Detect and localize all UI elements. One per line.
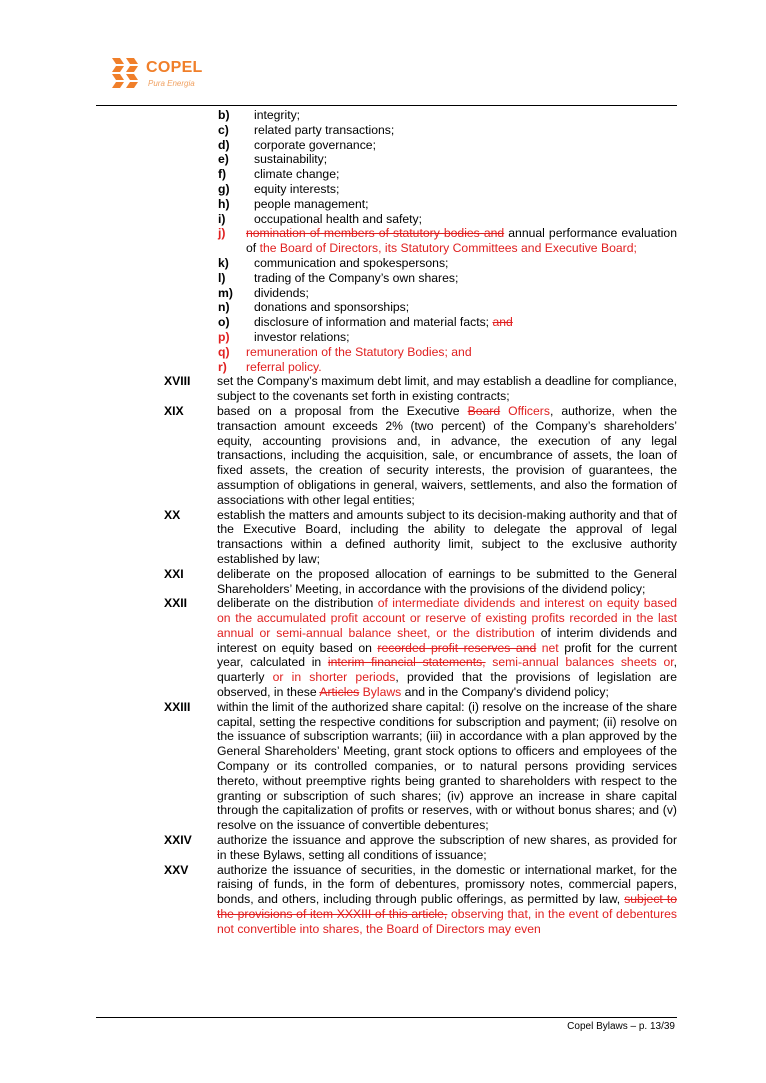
added-text: Officers: [500, 403, 550, 418]
deleted-text: subject to the provisions of item XXXIII of this article,: [217, 892, 677, 922]
list-item: l) trading of the Company’s own shares;: [218, 270, 459, 285]
footer-divider: [96, 1017, 677, 1018]
page-number: Copel Bylaws – p. 13/39: [567, 1021, 675, 1032]
list-item-o: o) disclosure of information and material facts; and: [218, 315, 513, 330]
added-text: of intermediate dividends and interest on equity based on the accumulated profit account or reserve of existing profits recorded in the last annual or semi-annual balance sheet, or the distribution: [217, 596, 677, 640]
deleted-text: recorded profit reserves and: [377, 640, 537, 655]
copel-logo: [110, 52, 220, 96]
deleted-text: nomination of members of statutory bodies and: [246, 226, 505, 241]
header-divider: [96, 105, 677, 106]
clause-xviii: XVIII set the Company’s maximum debt limit, and may establish a deadline for compliance, subject to the covenants set forth in existing contracts;: [164, 374, 677, 404]
list-item-q: q) remuneration of the Statutory Bodies; and: [218, 344, 472, 359]
added-text: net: [536, 640, 559, 655]
added-text: or in shorter periods: [272, 670, 396, 685]
list-item: e) sustainability;: [218, 152, 328, 167]
copel-logo-mark-icon: [110, 56, 140, 90]
list-item: n) donations and sponsorships;: [218, 300, 410, 315]
list-item: g) equity interests;: [218, 181, 340, 196]
deleted-text: and: [492, 315, 513, 330]
logo-tagline: Pura Energia: [148, 79, 195, 88]
list-item-j: j) nomination of members of statutory bodies and annual performance evaluation of the Board of Directors, its Statutory Committees and Executive Board;: [218, 226, 677, 256]
logo-text: COPEL: [146, 59, 203, 76]
list-item-p: p) investor relations;: [218, 329, 350, 344]
added-text: the Board of Directors, its Statutory Committees and Executive Board;: [259, 241, 637, 256]
list-item: i) occupational health and safety;: [218, 211, 423, 226]
clause-xix: XIX based on a proposal from the Executive Board Officers, authorize, when the transaction amount exceeds 2% (two percent) of the Company’s shareholders’ equity, accounting provisions and, in advance, the execution of any legal transactions, including the acquisition, sale, or encumbrance of assets, the loan of fixed assets, the creation of security interests, the provision of guarantees, the assumption of obligations in general, waivers, settlements, and also the formation of associations with other legal entities;: [164, 403, 677, 507]
deleted-text: Articles: [319, 685, 360, 700]
clause-xxv: XXV authorize the issuance of securities, in the domestic or international market, for the raising of funds, in the form of debentures, promissory notes, commercial papers, bonds, and others, including through public offerings, as permitted by law, subject to the provisions of item XXXIII of this article, observing that, in the event of debentures not convertible into shares, the Board of Directors may even: [164, 862, 677, 936]
clause-xxii: XXII deliberate on the distribution of intermediate dividends and interest on equity based on the accumulated profit account or reserve of existing profits recorded in the last annual or semi-annual balance sheet, or the distribution of interim dividends and interest on equity based on recorded profit reserves and net profit for the current year, calculated in interim financial statements, semi-annual balances sheets or, quarterly or in shorter periods, provided that the provisions of legislation are observed, in these Articles Bylaws and in the Company's dividend policy;: [164, 596, 678, 700]
clause-xxiii: XXIII within the limit of the authorized share capital: (i) resolve on the increase of the share capital, setting the respective conditions for subscription and payment; (ii) resolve on the issuance of subscription warrants; (iii) in accordance with a plan approved by the General Shareholders’ Meeting, grant stock options to officers and employees of the Company or its controlled companies, or to natural persons providing services thereto, without preemptive rights being granted to shareholders with respect to the granting or subscription of such shares; (iv) approve an increase in share capital through the capitalization of profits or reserves, with or without bonus shares; and (v) resolve on the issuance of convertible debentures;: [164, 699, 677, 833]
list-item: k) communication and spokespersons;: [218, 255, 449, 270]
clause-xxiv: XXIV authorize the issuance and approve the subscription of new shares, as provided for in these Bylaws, setting all conditions of issuance;: [164, 833, 677, 862]
page-body: [96, 108, 677, 937]
added-text: semi-annual balances sheets or: [485, 655, 674, 670]
list-item-r: r) referral policy.: [218, 359, 322, 374]
added-text: observing that, in the event of debentures not convertible into shares, the Board of Directors may even: [217, 907, 677, 936]
deleted-text: interim financial statements,: [327, 655, 486, 670]
list-item: m) dividends;: [218, 285, 309, 300]
added-text: Bylaws: [359, 685, 402, 700]
clause-xxi: XXI deliberate on the proposed allocation of earnings to be submitted to the General Shareholders’ Meeting, in accordance with the provisions of the dividend policy;: [164, 566, 677, 596]
clause-xx: XX establish the matters and amounts subject to its decision-making authority and that of the Executive Board, including the ability to delegate the approval of legal transactions within a defined authority limit, subject to the exclusive authority established by law;: [164, 507, 677, 566]
list-item: h) people management;: [218, 196, 369, 211]
deleted-text: Board: [467, 403, 501, 418]
list-item: d) corporate governance;: [218, 137, 376, 152]
list-item: f) climate change;: [218, 167, 340, 182]
list-item: b) integrity;: [218, 108, 301, 122]
list-item: c) related party transactions;: [218, 122, 395, 137]
